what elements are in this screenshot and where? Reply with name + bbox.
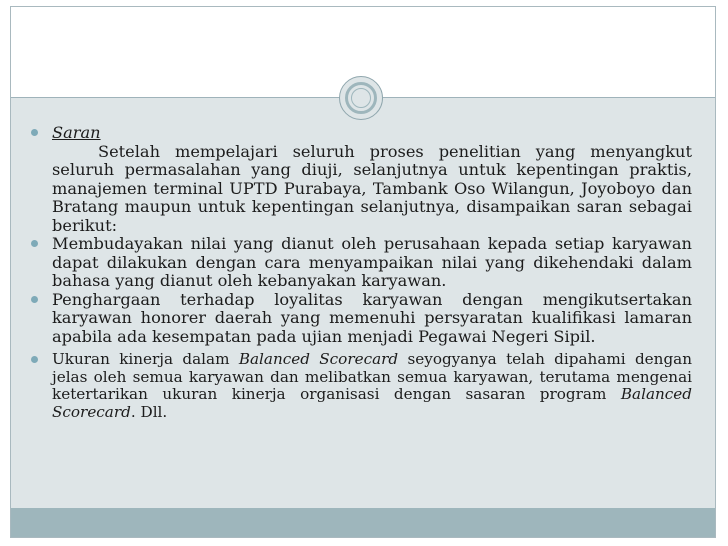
bullet-text-part: Ukuran kinerja dalam [52,350,239,368]
circle-ornament-icon [339,76,383,120]
bullet-text-part: seyogyanya telah dipahami dengan jelas oleh semua karyawan dan melibatkan semua karyawan, terutama mengenai ketertarikan ukuran kinerja organisasi dengan sasaran program [52,350,693,403]
bullet-item [30,235,692,291]
bullet-dot-icon [31,129,38,136]
bullet-item [30,291,692,347]
bullet-text-part: . Dll. [130,402,168,421]
bullet-dot-icon [31,296,38,303]
bullet-text [52,351,692,421]
slide-footer-bar [11,508,715,537]
bullet-dot-icon [31,240,38,247]
section-heading: Saran [52,123,101,142]
bullet-text-emphasis: Balanced Scorecard [52,385,692,421]
bullet-text: Penghargaan terhadap loyalitas karyawan dengan mengikutsertakan karyawan honorer daerah yang memenuhi persyaratan kualifikasi lamaran apabila ada kesempatan pada ujian menjadi Pegawai Negeri Sipil. [52,289,692,346]
slide-content [30,124,692,421]
bullet-text: Membudayakan nilai yang dianut oleh perusahaan kepada setiap karyawan dapat dilakukan dengan cara menyampaikan nilai yang dikehendaki dalam bahasa yang dianut oleh kebanyakan karyawan. [52,234,692,290]
bullet-item-saran [30,124,692,235]
intro-paragraph: Setelah mempelajari seluruh proses penelitian yang menyangkut seluruh permasalahan yang diuji, selanjutnya untuk kepentingan praktis, manajemen terminal UPTD Purabaya, Tambank Oso Wilangun, Joyoboyo dan Bratang maupun untuk kepentingan selanjutnya, disampaikan saran sebagai berikut: [52,141,692,235]
bullet-dot-icon [31,356,38,363]
bullet-text-emphasis: Balanced Scorecard [238,350,399,368]
bullet-item [30,351,692,421]
